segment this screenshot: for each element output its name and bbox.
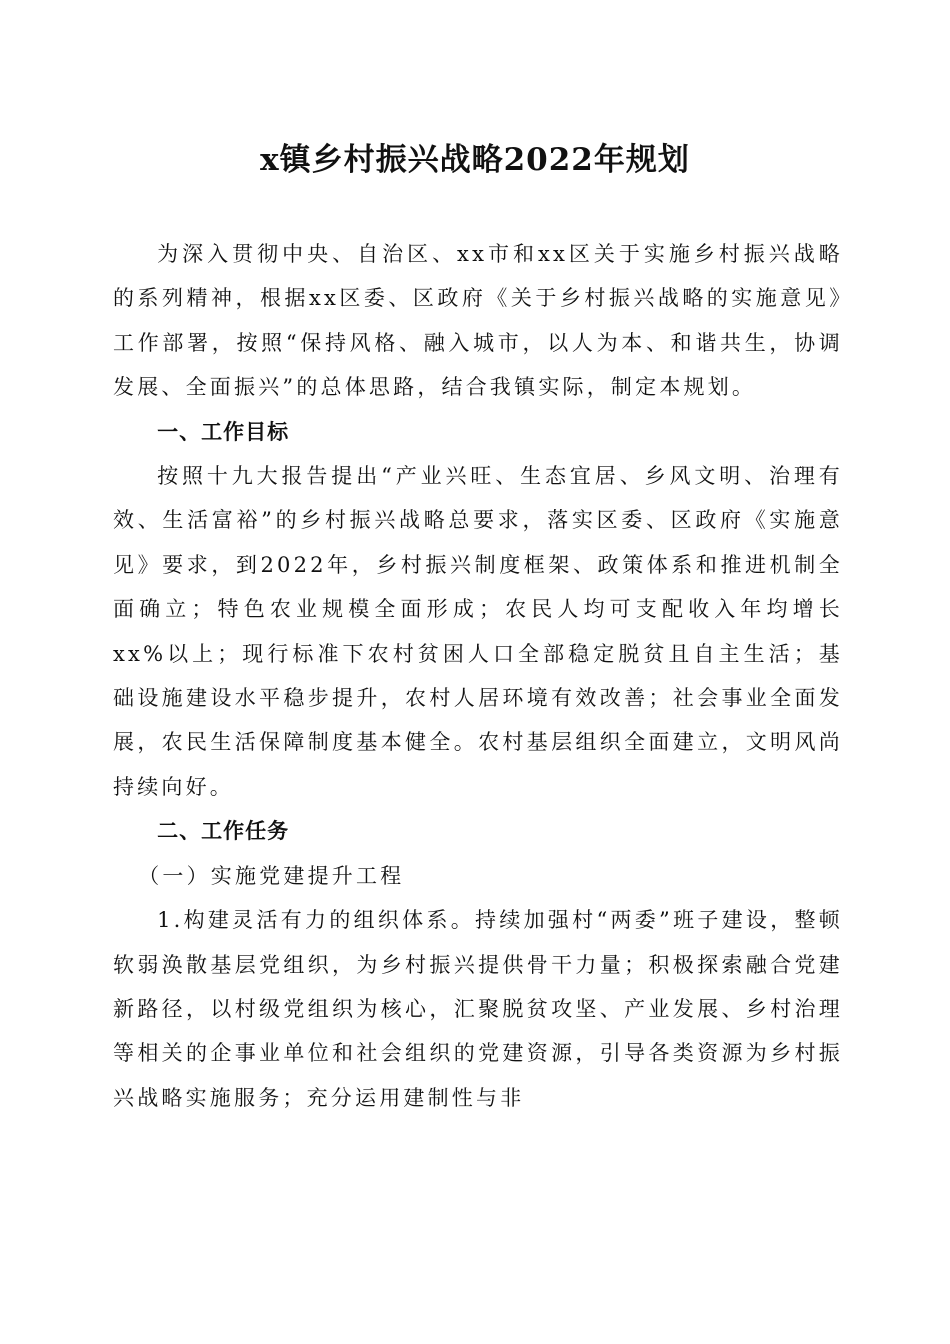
section-heading-goals: 一、工作目标: [157, 419, 290, 444]
subsection-heading-party-building: （一）实施党建提升工程: [138, 863, 405, 888]
section-heading-tasks: 二、工作任务: [157, 819, 290, 844]
document-title: x镇乡村振兴战略2022年规划: [260, 142, 690, 178]
document-body: [113, 232, 843, 1120]
task-item-1: 1.构建灵活有力的组织体系。持续加强村“两委”班子建设，整顿软弱涣散基层党组织，为乡村振兴提供骨干力量；积极探索融合党建新路径，以村级党组织为核心，汇聚脱贫攻坚、产业发展、乡村治理等相关的企事业单位和社会组织的党建资源，引导各类资源为乡村振兴战略实施服务；充分运用建制性与非: [113, 908, 843, 1110]
intro-paragraph: 为深入贯彻中央、自治区、xx市和xx区关于实施乡村振兴战略的系列精神，根据xx区委、区政府《关于乡村振兴战略的实施意见》工作部署，按照“保持风格、融入城市，以人为本、和谐共生，协调发展、全面振兴”的总体思路，结合我镇实际，制定本规划。: [113, 242, 843, 400]
goals-paragraph: 按照十九大报告提出“产业兴旺、生态宜居、乡风文明、治理有效、生活富裕”的乡村振兴战略总要求，落实区委、区政府《实施意见》要求，到2022年，乡村振兴制度框架、政策体系和推进机制全面确立；特色农业规模全面形成；农民人均可支配收入年均增长xx%以上；现行标准下农村贫困人口全部稳定脱贫且自主生活；基础设施建设水平稳步提升，农村人居环境有效改善；社会事业全面发展，农民生活保障制度基本健全。农村基层组织全面建立，文明风尚持续向好。: [113, 464, 843, 799]
